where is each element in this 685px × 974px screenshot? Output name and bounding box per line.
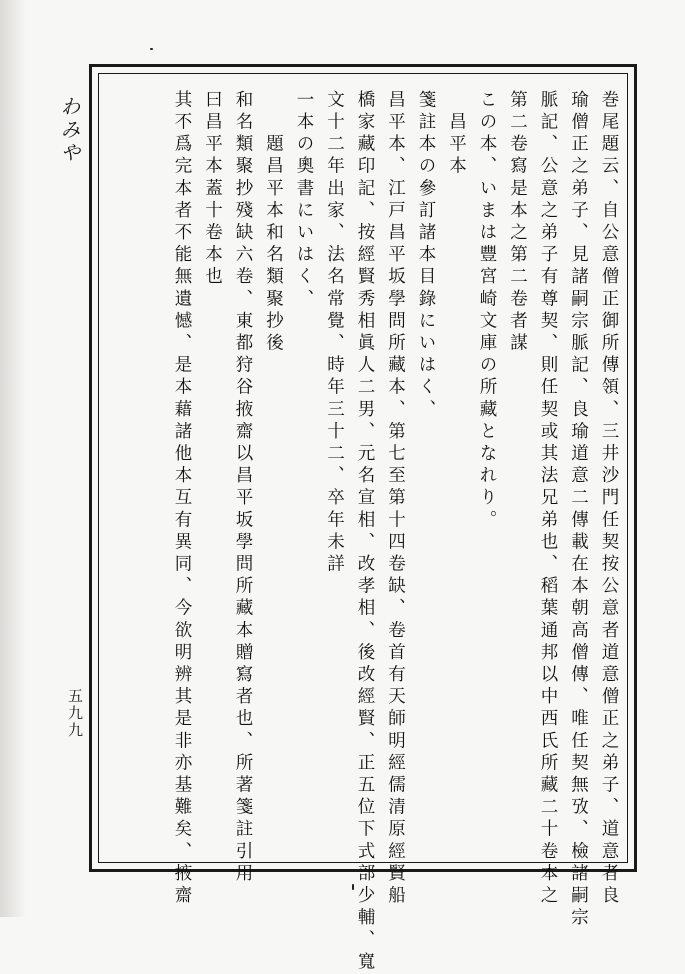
text-line: 文十二年出家、法名常覺、時年三十二、卒年未詳	[324, 90, 345, 577]
text-line: 橋家藏印記、按經賢秀相眞人二男、元名宣相、改孝相、後改經賢、正五位下式部少輔、寬	[355, 90, 375, 974]
quoted-title-line: 題昌平本和名類聚抄後	[263, 90, 284, 356]
text-line: この本、いまは豐宮崎文庫の所藏となれり。	[477, 90, 497, 532]
book-binding-shadow	[0, 0, 26, 917]
text-line: 巻尾題云、自公意僧正御所傳領、三井沙門任契按公意者道意僧正之弟子、道意者良	[599, 90, 619, 908]
section-heading-shohei-bon: 昌平本	[446, 90, 467, 179]
text-line: 脈記、公意之弟子有尊契、則任契或其法兄弟也、稻葉通邦以中西氏所藏二十卷本之	[538, 90, 558, 908]
text-line: 昌平本、江戸昌平坂學問所藏本、第七至第十四卷缺、卷首有天師明經儒清原經賢船	[385, 90, 406, 908]
text-line: 第二卷寫是本之第二卷者謀	[507, 90, 528, 356]
text-line: 箋註本の參訂諸本目錄にいはく、	[416, 90, 436, 422]
running-header-title: わみや	[57, 96, 81, 165]
vertical-text-body	[112, 90, 624, 974]
scan-speck	[150, 48, 153, 50]
text-line: 曰昌平本蓋十卷本也	[202, 90, 223, 289]
text-line: 和名類聚抄殘缺六卷、東都狩谷掖齋以昌平坂學問所藏本贈寫者也、所著箋註引用	[233, 90, 253, 886]
page-number: 五九九	[66, 688, 84, 739]
text-line: 瑜僧正之弟子、見諸嗣宗脈記、良瑜道意二傳載在本朝高僧傳、唯任契無攷、檢諸嗣宗	[568, 90, 589, 930]
text-line: 一本の奧書にいはく、	[294, 90, 314, 311]
scan-speck	[352, 884, 354, 890]
text-line: 其不爲完本者不能無遺憾、是本藉諸他本互有異同、今欲明辨其是非亦基難矣、掖齋	[172, 90, 192, 908]
